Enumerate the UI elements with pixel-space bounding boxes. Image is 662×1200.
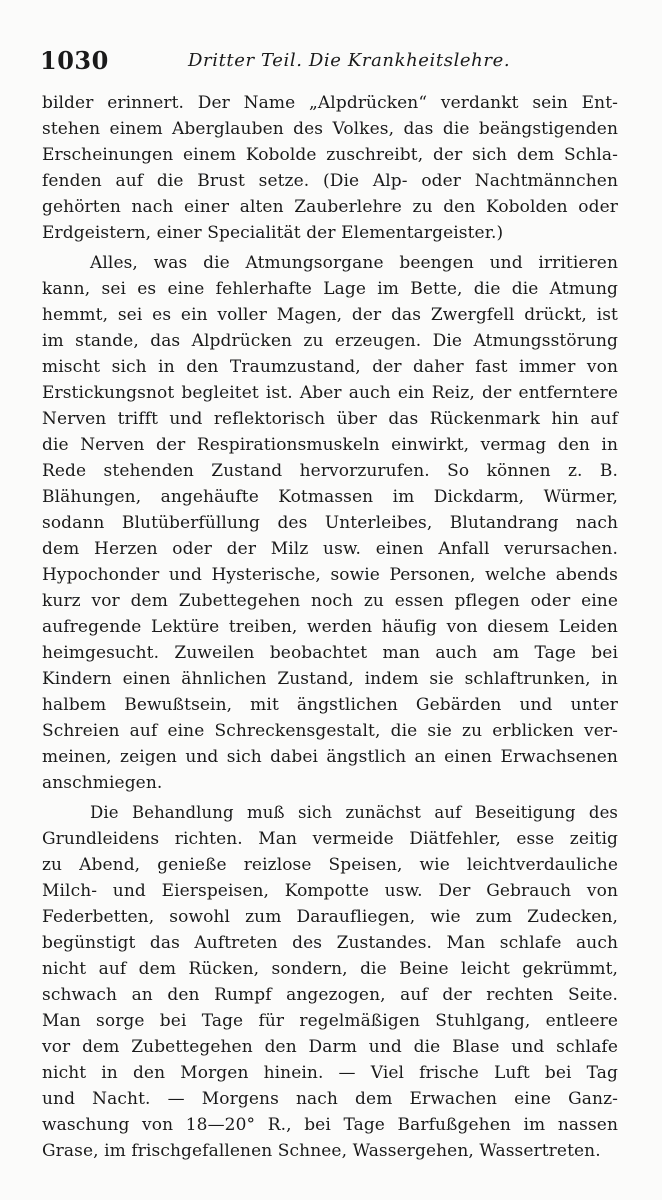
- paragraph-1: [42, 90, 618, 246]
- text-line: Man sorge bei Tage für regelmäßigen Stuhlgang, entleere: [42, 1011, 618, 1031]
- text-line: aufregende Lektüre treiben, werden häufig von diesem Leiden: [42, 617, 618, 637]
- text-line: Schreien auf eine Schreckensgestalt, die sie zu erblicken ver-: [42, 721, 618, 741]
- text-line: kann, sei es eine fehlerhafte Lage im Bette, die die Atmung: [42, 279, 618, 299]
- text-line: schwach an den Rumpf angezogen, auf der rechten Seite.: [42, 985, 618, 1005]
- text-line: sodann Blutüberfüllung des Unterleibes, Blutandrang nach: [42, 513, 618, 533]
- text-line: begünstigt das Auftreten des Zustandes. Man schlafe auch: [42, 933, 618, 953]
- text-line: nicht in den Morgen hinein. — Viel frische Luft bei Tag: [42, 1063, 618, 1083]
- paragraph-2: [42, 250, 618, 796]
- page-header: [40, 46, 620, 78]
- text-line: hemmt, sei es ein voller Magen, der das Zwergfell drückt, ist: [42, 305, 618, 325]
- text-line: Erdgeistern, einer Specialität der Elementargeister.): [42, 223, 504, 243]
- text-line: dem Herzen oder der Milz usw. einen Anfall verursachen.: [42, 539, 618, 559]
- text-line: Erstickungsnot begleitet ist. Aber auch ein Reiz, der entferntere: [42, 383, 618, 403]
- text-line: im stande, das Alpdrücken zu erzeugen. Die Atmungsstörung: [42, 331, 618, 351]
- text-line: waschung von 18—20° R., bei Tage Barfußgehen im nassen: [42, 1115, 618, 1135]
- text-line: fenden auf die Brust setze. (Die Alp- oder Nachtmännchen: [42, 171, 618, 191]
- text-line: heimgesucht. Zuweilen beobachtet man auch am Tage bei: [42, 643, 618, 663]
- text-line: die Nerven der Respirationsmuskeln einwirkt, vermag den in: [42, 435, 618, 455]
- text-line: Blähungen, angehäufte Kotmassen im Dickdarm, Würmer,: [42, 487, 618, 507]
- text-line: Nerven trifft und reflektorisch über das Rückenmark hin auf: [42, 409, 618, 429]
- text-line: anschmiegen.: [42, 773, 163, 793]
- running-title: Dritter Teil. Die Krankheitslehre.: [188, 50, 511, 71]
- text-line: zu Abend, genieße reizlose Speisen, wie leichtverdauliche: [42, 855, 618, 875]
- text-line: meinen, zeigen und sich dabei ängstlich an einen Erwachsenen: [42, 747, 618, 767]
- text-line: halbem Bewußtsein, mit ängstlichen Gebärden und unter: [42, 695, 618, 715]
- text-line: kurz vor dem Zubettegehen noch zu essen pflegen oder eine: [42, 591, 618, 611]
- text-line: Grase, im frischgefallenen Schnee, Wassergehen, Wassertreten.: [42, 1141, 601, 1161]
- body-text: [42, 90, 618, 1164]
- text-line: bilder erinnert. Der Name „Alpdrücken“ verdankt sein Ent-: [42, 93, 618, 113]
- page-number: 1030: [40, 46, 109, 75]
- text-line: Grundleidens richten. Man vermeide Diätfehler, esse zeitig: [42, 829, 618, 849]
- text-line: stehen einem Aberglauben des Volkes, das die beängstigenden: [42, 119, 618, 139]
- text-line: Milch- und Eierspeisen, Kompotte usw. Der Gebrauch von: [42, 881, 618, 901]
- text-line: Federbetten, sowohl zum Daraufliegen, wie zum Zudecken,: [42, 907, 618, 927]
- text-line: Kindern einen ähnlichen Zustand, indem sie schlaftrunken, in: [42, 669, 618, 689]
- text-line: Hypochonder und Hysterische, sowie Personen, welche abends: [42, 565, 618, 585]
- text-line: Rede stehenden Zustand hervorzurufen. So können z. B.: [42, 461, 618, 481]
- text-line: mischt sich in den Traumzustand, der daher fast immer von: [42, 357, 618, 377]
- text-line: Alles, was die Atmungsorgane beengen und irritieren: [90, 253, 618, 273]
- text-line: nicht auf dem Rücken, sondern, die Beine leicht gekrümmt,: [42, 959, 618, 979]
- text-line: Die Behandlung muß sich zunächst auf Beseitigung des: [90, 803, 618, 822]
- text-line: vor dem Zubettegehen den Darm und die Blase und schlafe: [42, 1037, 618, 1057]
- text-line: Erscheinungen einem Kobolde zuschreibt, der sich dem Schla-: [42, 145, 618, 165]
- text-line: gehörten nach einer alten Zauberlehre zu den Kobolden oder: [42, 197, 618, 217]
- text-line: und Nacht. — Morgens nach dem Erwachen eine Ganz-: [42, 1089, 618, 1109]
- paragraph-3: [42, 800, 618, 1164]
